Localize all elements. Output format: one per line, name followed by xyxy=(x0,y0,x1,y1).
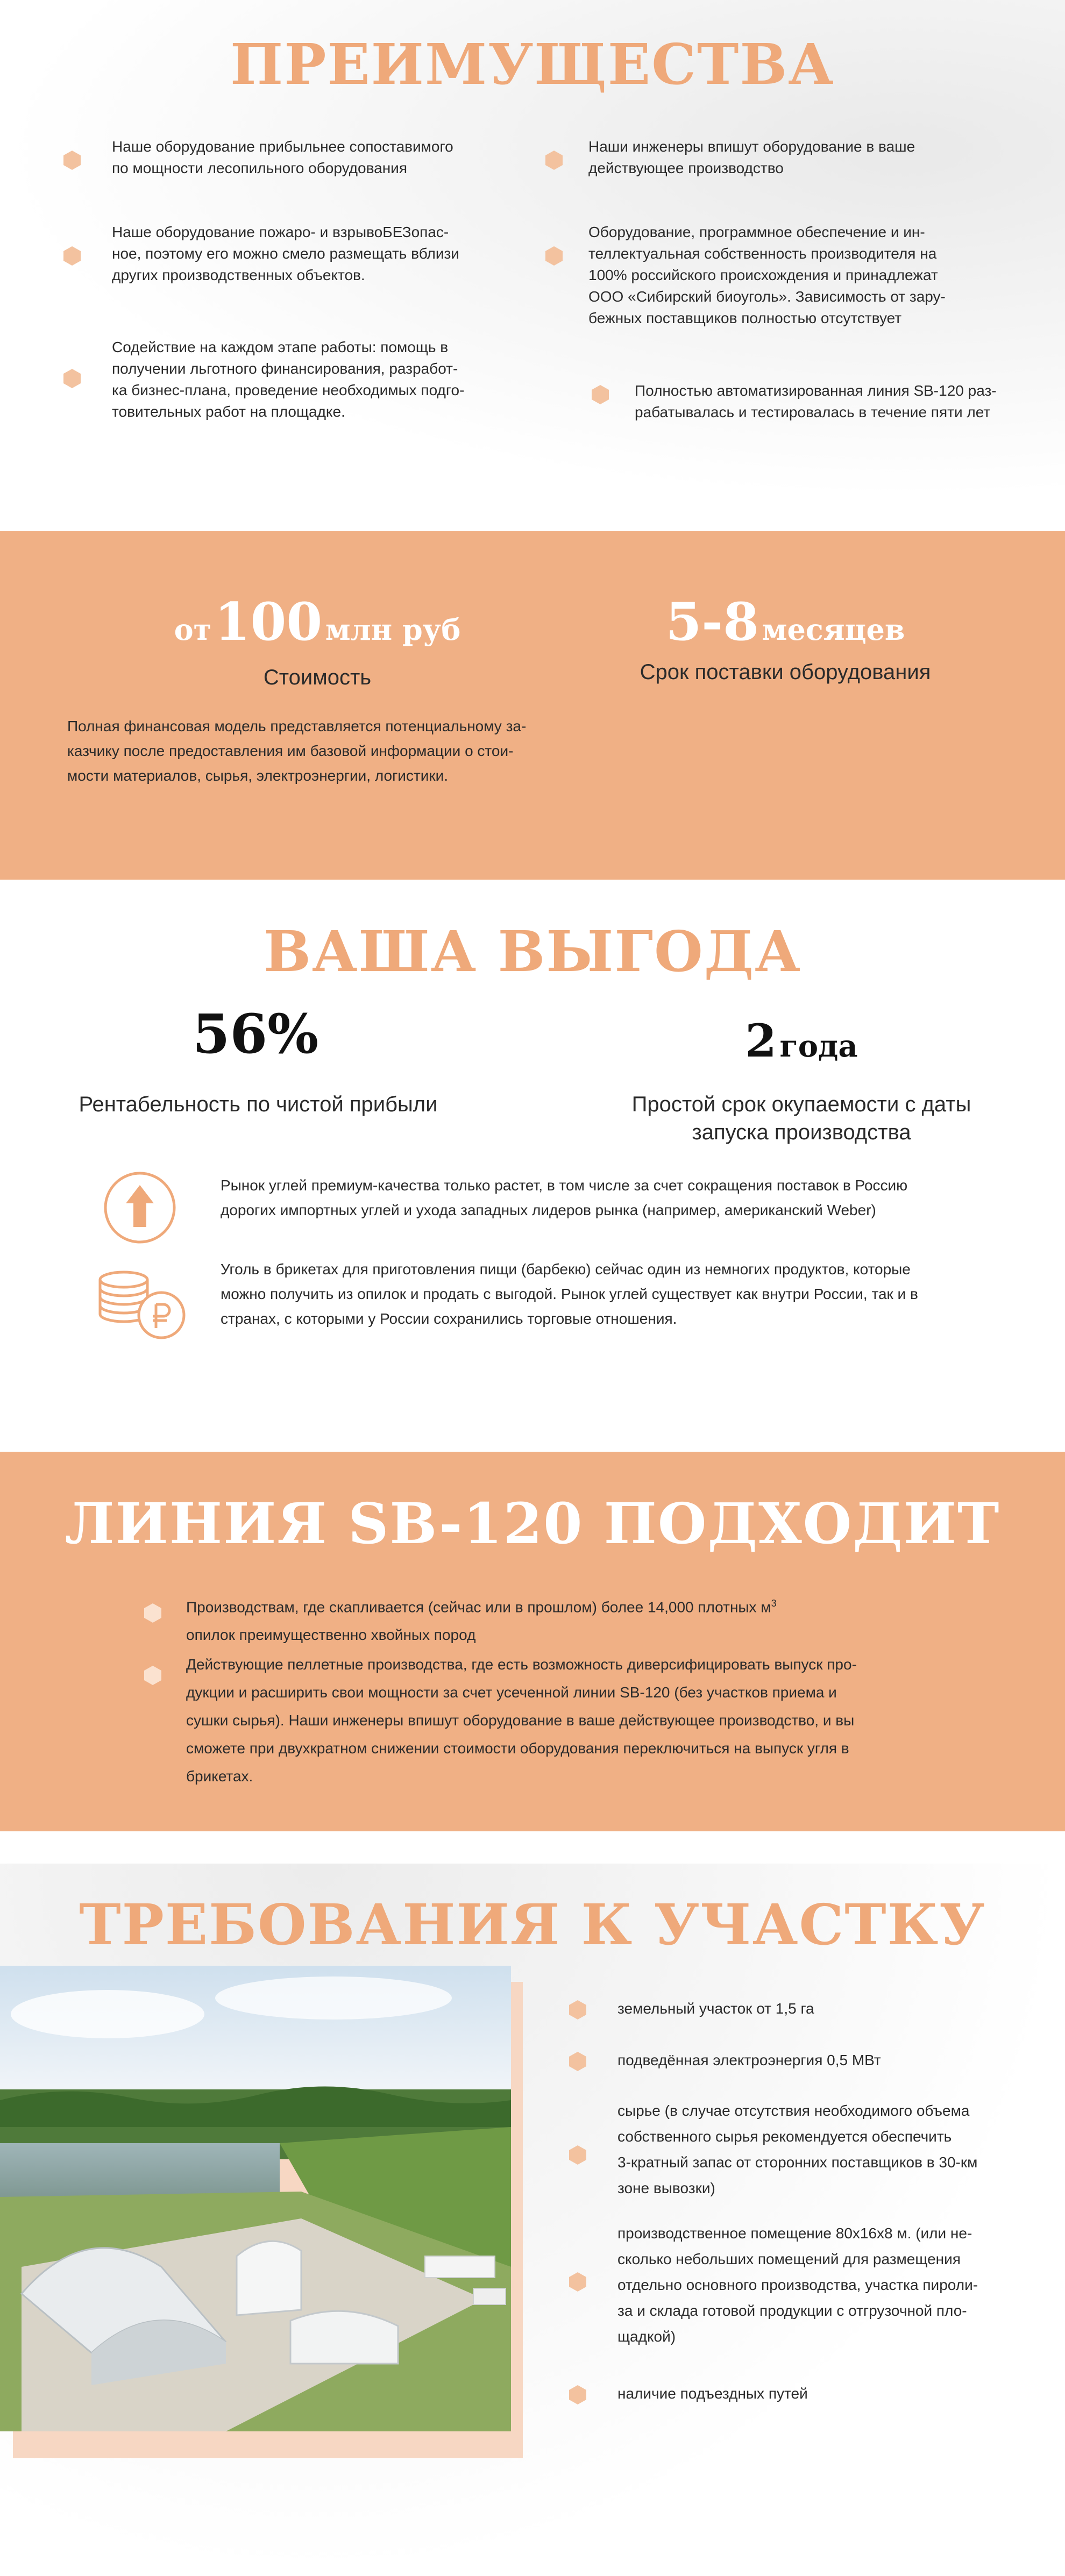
fit-item-line: Действующие пеллетные производства, где есть возможность диверсифицировать выпуск про- xyxy=(186,1656,857,1673)
pricing-note-line: Полная финансовая модель представляется потенциальному за- xyxy=(67,718,527,734)
fit-item-line: дукции и расширить свои мощности за счет усеченной линии SB-120 (без участков приема и xyxy=(186,1684,837,1701)
advantage-line: других производственных объектов. xyxy=(112,267,365,283)
hexagon-bullet-icon xyxy=(545,151,563,170)
requirement-line: подведённая электроэнергия 0,5 МВт xyxy=(617,2052,881,2068)
fit-item-line xyxy=(186,1589,777,1621)
cost-number: 100 xyxy=(214,591,323,652)
advantage-line: бежных поставщиков полностью отсутствует xyxy=(588,310,902,326)
delivery-unit: месяцев xyxy=(762,612,905,647)
payback-label-line: Простой срок окупаемости с даты xyxy=(631,1093,971,1116)
benefit-point-line: можно получить из опилок и продать с выгодой. Рынок углей существует как внутри России, так и в xyxy=(221,1286,918,1302)
requirement-line: 3-кратный запас от сторонних поставщиков в 30-км xyxy=(617,2154,978,2171)
advantage-line: получении льготного финансирования, разработ- xyxy=(112,360,458,377)
hexagon-bullet-icon xyxy=(569,2385,586,2404)
coins-ruble-icon xyxy=(86,1256,194,1342)
advantage-line: теллектуальная собственность производителя на xyxy=(588,245,937,262)
advantage-item xyxy=(635,380,997,423)
fit-item-line: брикетах. xyxy=(186,1768,253,1785)
hexagon-bullet-icon xyxy=(545,246,563,266)
advantage-item xyxy=(112,222,459,286)
hexagon-bullet-icon xyxy=(63,151,81,170)
payback-label xyxy=(586,1090,1017,1146)
advantage-item xyxy=(112,136,453,179)
advantage-line: Наше оборудование пожаро- и взрывоБЕЗопас- xyxy=(112,224,449,240)
payback-unit: года xyxy=(779,1029,858,1064)
hexagon-bullet-icon xyxy=(569,2272,586,2292)
advantage-line: ООО «Сибирский биоуголь». Зависимость от зару- xyxy=(588,288,946,305)
advantage-line: ка бизнес-плана, проведение необходимых подго- xyxy=(112,382,465,398)
fit-title: ЛИНИЯ SB-120 ПОДХОДИТ xyxy=(65,1490,1000,1557)
benefit-point xyxy=(221,1173,907,1223)
hexagon-bullet-icon xyxy=(569,2000,586,2020)
payback-label-line: запуска производства xyxy=(692,1121,911,1144)
fit-item xyxy=(186,1651,857,1790)
benefit-point-line: Уголь в брикетах для приготовления пищи (барбекю) сейчас один из немногих продуктов, которые xyxy=(221,1261,911,1278)
advantage-line: рабатывалась и тестировалась в течение пяти лет xyxy=(635,404,991,420)
benefit-point-line: дорогих импортных углей и ухода западных лидеров рынка (например, американский Weber) xyxy=(221,1202,876,1218)
site-title: ТРЕБОВАНИЯ К УЧАСТКУ xyxy=(79,1892,986,1958)
hexagon-bullet-icon xyxy=(569,2052,586,2071)
delivery-label: Срок поставки оборудования xyxy=(640,660,931,684)
advantage-line: ное, поэтому его можно смело размещать вблизи xyxy=(112,245,459,262)
profitability-value: 56% xyxy=(192,1002,319,1066)
advantage-line: действующее производство xyxy=(588,160,784,176)
hexagon-bullet-icon xyxy=(63,246,81,266)
advantage-line: Наше оборудование прибыльнее сопоставимого xyxy=(112,138,453,155)
advantage-line: 100% российского происхождения и принадлежат xyxy=(588,267,938,283)
cost-unit: млн руб xyxy=(325,612,461,647)
payback-value xyxy=(613,1014,990,1067)
advantages-section xyxy=(0,0,1065,499)
profitability-label: Рентабельность по чистой прибыли xyxy=(79,1093,438,1116)
benefit-point-line: странах, с которыми у России сохранились торговые отношения. xyxy=(221,1310,677,1327)
benefit-title: ВАША ВЫГОДА xyxy=(264,918,801,984)
payback-number: 2 xyxy=(745,1014,777,1067)
pricing-note-line: мости материалов, сырья, электроэнергии, логистики. xyxy=(67,767,449,784)
requirement-item xyxy=(617,2098,977,2201)
benefit-section xyxy=(0,880,1065,1452)
fit-item xyxy=(186,1589,777,1649)
pricing-section xyxy=(0,531,1065,880)
site-photo xyxy=(0,1966,511,2431)
fit-item-text: Производствам, где скапливается (сейчас или в прошлом) более 14,000 плотных м xyxy=(186,1599,771,1616)
hexagon-bullet-icon xyxy=(144,1666,161,1685)
advantage-item xyxy=(112,337,464,423)
advantages-title: ПРЕИМУЩЕСТВА xyxy=(230,31,835,97)
pricing-note-line: казчику после предоставления им базовой информации о стои- xyxy=(67,743,514,759)
advantage-line: Оборудование, программное обеспечение и ин- xyxy=(588,224,925,240)
requirement-item xyxy=(617,2221,978,2350)
advantage-line: Наши инженеры впишут оборудование в ваше xyxy=(588,138,915,155)
requirement-line: зоне вывозки) xyxy=(617,2180,715,2196)
cost-value xyxy=(102,591,532,652)
requirement-item xyxy=(617,1996,814,2022)
requirement-line: отдельно основного производства, участка пироли- xyxy=(617,2277,978,2293)
advantage-line: Полностью автоматизированная линия SB-120 раз- xyxy=(635,382,997,399)
hexagon-bullet-icon xyxy=(144,1603,161,1623)
cost-prefix: от xyxy=(174,612,212,647)
requirement-line: сырье (в случае отсутствия необходимого объема xyxy=(617,2102,970,2119)
delivery-number: 5-8 xyxy=(665,591,759,652)
site-requirements-section xyxy=(0,1864,1065,2576)
benefit-point-line: Рынок углей премиум-качества только растет, в том числе за счет сокращения поставок в Россию xyxy=(221,1177,908,1194)
advantage-line: по мощности лесопильного оборудования xyxy=(112,160,407,176)
fit-item-line: сможете при двухкратном снижении стоимости оборудования переключиться на выпуск угля в xyxy=(186,1740,849,1757)
growth-arrow-icon xyxy=(102,1170,178,1245)
requirement-line: наличие подъездных путей xyxy=(617,2385,808,2402)
hexagon-bullet-icon xyxy=(569,2145,586,2165)
requirement-line: производственное помещение 80х16х8 м. (или не- xyxy=(617,2225,972,2242)
advantage-line: Содействие на каждом этапе работы: помощь в xyxy=(112,339,449,355)
fit-item-line: опилок преимущественно хвойных пород xyxy=(186,1626,476,1644)
requirement-line: щадкой) xyxy=(617,2328,676,2345)
delivery-value xyxy=(581,591,990,652)
fit-section xyxy=(0,1452,1065,1831)
fit-item-line: сушки сырья). Наши инженеры впишут оборудование в ваше действующее производство, и вы xyxy=(186,1712,855,1729)
requirement-line: собственного сырья рекомендуется обеспечить xyxy=(617,2128,952,2145)
cost-label: Стоимость xyxy=(263,666,372,689)
requirement-line: сколько небольших помещений для размещения xyxy=(617,2251,961,2267)
hexagon-bullet-icon xyxy=(592,385,609,404)
hexagon-bullet-icon xyxy=(63,369,81,388)
requirement-item xyxy=(617,2381,808,2407)
fit-item-superscript: 3 xyxy=(771,1598,777,1609)
advantage-line: товительных работ на площадке. xyxy=(112,403,345,420)
requirement-line: земельный участок от 1,5 га xyxy=(617,2000,814,2017)
benefit-point xyxy=(221,1257,918,1331)
requirement-item xyxy=(617,2047,881,2073)
requirement-line: за и склада готовой продукции с отгрузочной пло- xyxy=(617,2302,967,2319)
advantage-item xyxy=(588,136,915,179)
pricing-note xyxy=(67,714,526,788)
advantage-item xyxy=(588,222,946,329)
